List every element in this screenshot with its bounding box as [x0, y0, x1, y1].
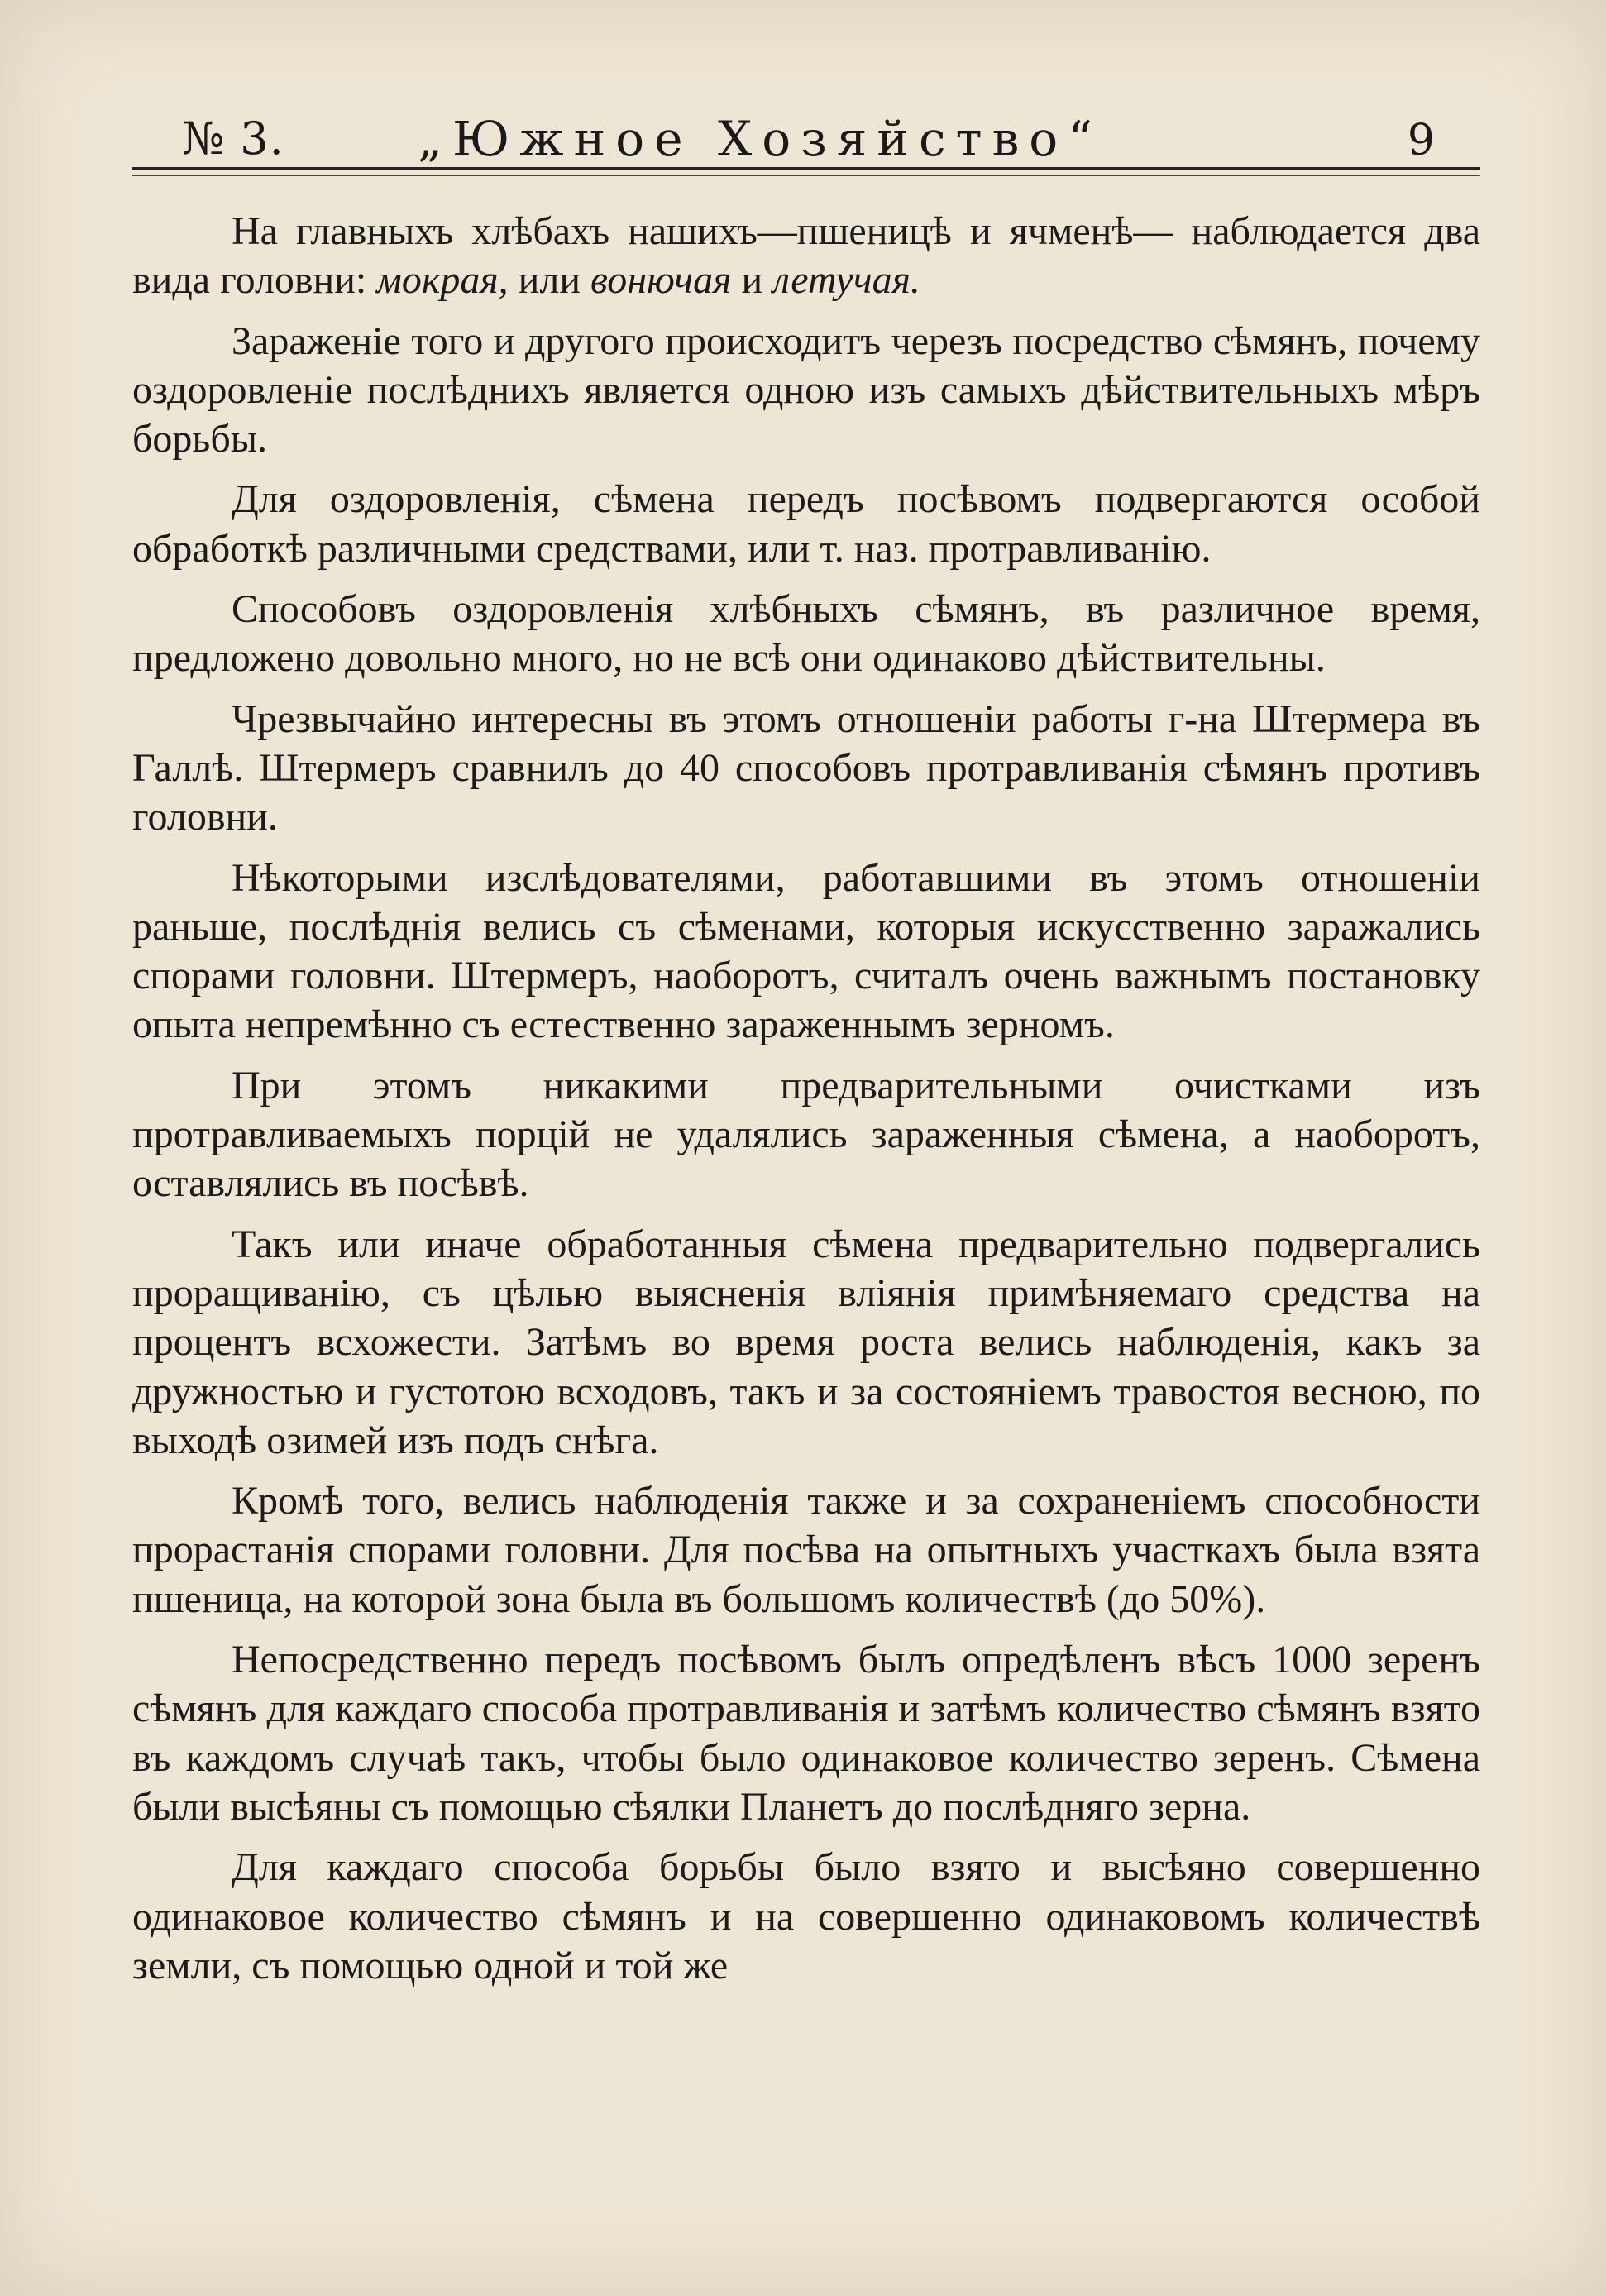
paragraph-2: Зараженіе того и другого происходитъ черезъ посредство сѣмянъ, почему оздоровленіе послѣднихъ является одною изъ самыхъ дѣйствительныхъ мѣръ борьбы.: [132, 318, 1480, 462]
paragraph-6: Нѣкоторыми изслѣдователями, работавшими въ этомъ отношеніи раньше, послѣднія велись съ сѣменами, которыя искусственно заражались спорами головни. Штермеръ, наоборотъ, считалъ очень важнымъ постановку опыта непремѣнно съ естественно зараженнымъ зерномъ.: [132, 855, 1480, 1047]
paragraph-9: Кромѣ того, велись наблюденія также и за сохраненіемъ способности прорастанія спорами головни. Для посѣва на опытныхъ участкахъ была взята пшеница, на которой зона была въ большомъ количествѣ (до 50%).: [132, 1479, 1480, 1621]
paragraph-3: Для оздоровленія, сѣмена передъ посѣвомъ подвергаются особой обработкѣ различными средствами, или т. наз. протравливанію.: [132, 477, 1480, 571]
paragraph-7: При этомъ никакими предварительными очистками изъ протравливаемыхъ порцій не удалялись зараженныя сѣмена, а наоборотъ, оставлялись въ посѣвѣ.: [132, 1063, 1480, 1206]
paragraph-1: На главныхъ хлѣбахъ нашихъ—пшеницѣ и ячменѣ— наблюдается два вида головни: мокрая, или вонючая и летучая.: [132, 209, 1480, 303]
article-body: [132, 207, 1480, 2002]
header-rule: [132, 167, 1480, 170]
running-header: [132, 98, 1480, 167]
paragraph-10: Непосредственно передъ посѣвомъ былъ опредѣленъ вѣсъ 1000 зеренъ сѣмянъ для каждаго способа протравливанія и затѣмъ количество сѣмянъ взято въ каждомъ случаѣ такъ, чтобы было одинаковое количество зеренъ. Сѣмена были высѣяны съ помощью сѣялки Планетъ до послѣдняго зерна.: [132, 1638, 1480, 1829]
paragraph-8: Такъ или иначе обработанныя сѣмена предварительно подвергались проращиванію, съ цѣлью выясненія вліянія примѣняемаго средства на процентъ всхожести. Затѣмъ во время роста велись наблюденія, какъ за дружностью и густотою всходовъ, такъ и за состояніемъ травостоя весною, по выходѣ озимей изъ подъ снѣга.: [132, 1222, 1480, 1462]
paragraph-5: Чрезвычайно интересны въ этомъ отношеніи работы г-на Штермера въ Галлѣ. Штермеръ сравнилъ до 40 способовъ протравливанія сѣмянъ противъ головни.: [132, 696, 1480, 839]
paragraph-11: Для каждаго способа борьбы было взято и высѣяно совершенно одинаковое количество сѣмянъ и на совершенно одинаковомъ количествѣ земли, съ помощью одной и той же: [132, 1845, 1480, 1987]
issue-number: № 3.: [182, 112, 284, 165]
header-rule-thin: [132, 175, 1480, 176]
paragraph-4: Способовъ оздоровленія хлѣбныхъ сѣмянъ, въ различное время, предложено довольно много, но не всѣ они одинаково дѣйствительны.: [132, 587, 1480, 681]
page-number: 9: [1407, 116, 1435, 165]
journal-title: „Южное Хозяйство“: [418, 111, 1102, 167]
